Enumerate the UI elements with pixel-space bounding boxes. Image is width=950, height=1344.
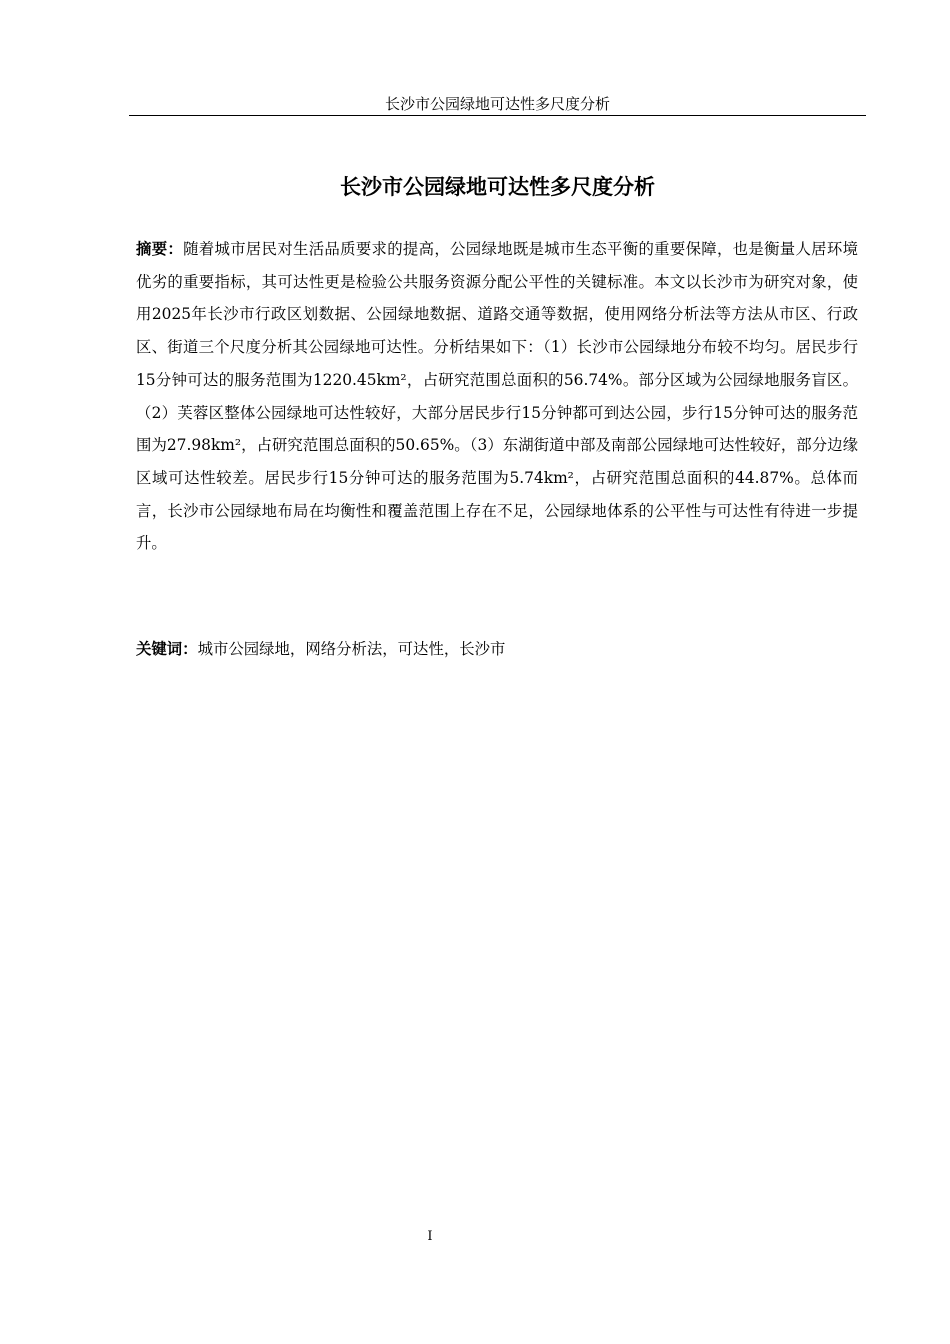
document-title: 长沙市公园绿地可达性多尺度分析 <box>340 175 655 199</box>
abstract-body: 随着城市居民对生活品质要求的提高，公园绿地既是城市生态平衡的重要保障，也是衡量人居环境优劣的重要指标，其可达性更是检验公共服务资源分配公平性的关键标准。本文以长沙市为研究对象，使用2025年长沙市行政区划数据、公园绿地数据、道路交通等数据，使用网络分析法等方法从市区、行政区、街道三个尺度分析其公园绿地可达性。分析结果如下：（1）长沙市公园绿地分布较不均匀。居民步行15分钟可达的服务范围为1220.45km²，占研究范围总面积的56.74%。部分区域为公园绿地服务盲区。（2）芙蓉区整体公园绿地可达性较好，大部分居民步行15分钟都可到达公园，步行15分钟可达的服务范围为27.98km²，占研究范围总面积的50.65%。（3）东湖街道中部及南部公园绿地可达性较好，部分边缘区域可达性较差。居民步行15分钟可达的服务范围为5.74km²，占研究范围总面积的44.87%。总体而言，长沙市公园绿地布局在均衡性和覆盖范围上存在不足，公园绿地体系的公平性与可达性有待进一步提升。 <box>136 240 858 553</box>
keywords-label: 关键词： <box>136 640 198 658</box>
page-number: I <box>427 1229 433 1244</box>
running-header: 长沙市公园绿地可达性多尺度分析 <box>384 95 610 113</box>
keywords-paragraph <box>136 634 858 664</box>
header-rule <box>129 115 866 116</box>
abstract-label: 摘要： <box>136 240 184 258</box>
keywords-body: 城市公园绿地，网络分析法，可达性，长沙市 <box>197 640 506 658</box>
abstract-paragraph <box>136 233 858 560</box>
